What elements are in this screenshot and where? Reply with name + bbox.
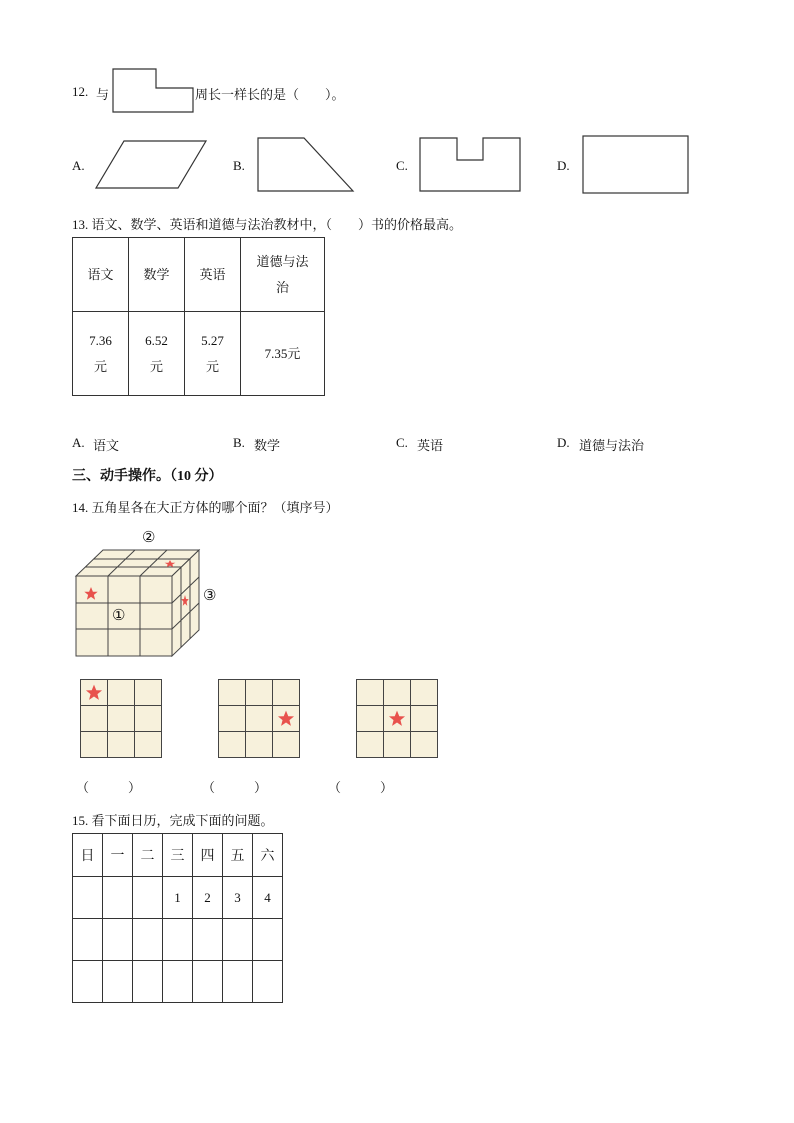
q13-option-c-text[interactable]: 英语 xyxy=(417,438,444,453)
q12-suffix: 周长一样长的是（ ）。 xyxy=(195,87,345,102)
q15-stem: 15. 看下面日历，完成下面的问题。 xyxy=(72,813,274,828)
q12-reference-shape xyxy=(112,68,196,114)
q13-option-a-text[interactable]: 语文 xyxy=(93,438,120,453)
q15-calendar-table xyxy=(72,833,283,1003)
q13-header-chinese: 语文 xyxy=(73,238,129,312)
q13-price-math-unit: 元 xyxy=(149,358,163,374)
q12-prefix: 与 xyxy=(96,87,110,102)
calendar-weekday-tue: 二 xyxy=(133,834,163,877)
calendar-cell[interactable] xyxy=(73,961,103,1003)
q13-price-math xyxy=(129,312,185,396)
calendar-cell[interactable] xyxy=(163,919,193,961)
q13-header-morality-line2: 治 xyxy=(275,279,289,295)
q13-price-math-value: 6.52 xyxy=(145,332,168,348)
q13-price-morality: 7.35元 xyxy=(241,312,325,396)
calendar-cell[interactable] xyxy=(223,919,253,961)
q13-option-d-text[interactable]: 道德与法治 xyxy=(579,438,645,453)
q14-stem: 14. 五角星各在大正方体的哪个面？（填序号） xyxy=(72,500,339,515)
calendar-cell: 4 xyxy=(253,877,283,919)
q13-option-b-text[interactable]: 数学 xyxy=(254,438,281,453)
calendar-cell[interactable] xyxy=(73,877,103,919)
calendar-cell: 1 xyxy=(163,877,193,919)
q13-option-b-label[interactable]: B. xyxy=(233,435,245,450)
q13-price-table xyxy=(72,237,325,396)
calendar-cell: 2 xyxy=(193,877,223,919)
calendar-weekday-wed: 三 xyxy=(163,834,193,877)
q12-number: 12. xyxy=(72,84,89,99)
q13-price-english-unit: 元 xyxy=(205,358,219,374)
q13-option-d-label[interactable]: D. xyxy=(557,435,570,450)
calendar-cell[interactable] xyxy=(253,961,283,1003)
q14-answer-blank-3[interactable]: （ ） xyxy=(328,780,394,795)
section-3-title: 三、动手操作。（10 分） xyxy=(72,469,223,484)
calendar-cell[interactable] xyxy=(103,961,133,1003)
calendar-cell[interactable] xyxy=(73,919,103,961)
calendar-cell[interactable] xyxy=(133,919,163,961)
q14-answer-blank-2[interactable]: （ ） xyxy=(202,780,268,795)
calendar-weekday-thu: 四 xyxy=(193,834,223,877)
calendar-cell[interactable] xyxy=(223,961,253,1003)
q12-option-c-notched-rect[interactable] xyxy=(419,137,522,193)
calendar-cell[interactable] xyxy=(133,961,163,1003)
q14-face-label-2: ② xyxy=(142,530,156,546)
q14-answer-blank-1[interactable]: （ ） xyxy=(76,780,142,795)
q13-price-chinese xyxy=(73,312,129,396)
calendar-cell[interactable] xyxy=(163,961,193,1003)
q12-option-d-label[interactable]: D. xyxy=(557,158,570,173)
q12-option-b-trapezoid[interactable] xyxy=(257,137,355,193)
q13-header-math: 数学 xyxy=(129,238,185,312)
calendar-cell: 3 xyxy=(223,877,253,919)
q12-option-d-rectangle[interactable] xyxy=(582,135,690,194)
q13-option-c-label[interactable]: C. xyxy=(396,435,408,450)
calendar-cell[interactable] xyxy=(193,961,223,1003)
calendar-cell[interactable] xyxy=(133,877,163,919)
q14-face-label-3: ③ xyxy=(203,588,217,604)
q14-grid-2 xyxy=(218,679,302,759)
calendar-cell[interactable] xyxy=(193,919,223,961)
calendar-weekday-fri: 五 xyxy=(223,834,253,877)
q13-header-morality xyxy=(241,238,325,312)
q12-option-b-label[interactable]: B. xyxy=(233,158,245,173)
q14-grid-3 xyxy=(356,679,440,759)
q13-price-chinese-value: 7.36 xyxy=(89,332,112,348)
q14-grid-1 xyxy=(80,679,164,759)
q12-option-a-parallelogram[interactable] xyxy=(95,140,209,190)
q13-price-chinese-unit: 元 xyxy=(93,358,107,374)
calendar-weekday-sat: 六 xyxy=(253,834,283,877)
q13-option-a-label[interactable]: A. xyxy=(72,435,85,450)
calendar-cell[interactable] xyxy=(103,919,133,961)
q13-header-morality-line1: 道德与法 xyxy=(256,253,309,269)
calendar-weekday-mon: 一 xyxy=(103,834,133,877)
calendar-cell[interactable] xyxy=(103,877,133,919)
q13-header-english: 英语 xyxy=(185,238,241,312)
calendar-weekday-sun: 日 xyxy=(73,834,103,877)
calendar-cell[interactable] xyxy=(253,919,283,961)
q14-face-label-1: ① xyxy=(112,608,126,624)
q12-option-c-label[interactable]: C. xyxy=(396,158,408,173)
q13-price-english xyxy=(185,312,241,396)
q13-price-english-value: 5.27 xyxy=(201,332,224,348)
q12-option-a-label[interactable]: A. xyxy=(72,158,85,173)
q13-stem: 13. 语文、数学、英语和道德与法治教材中，（ ）书的价格最高。 xyxy=(72,217,463,232)
